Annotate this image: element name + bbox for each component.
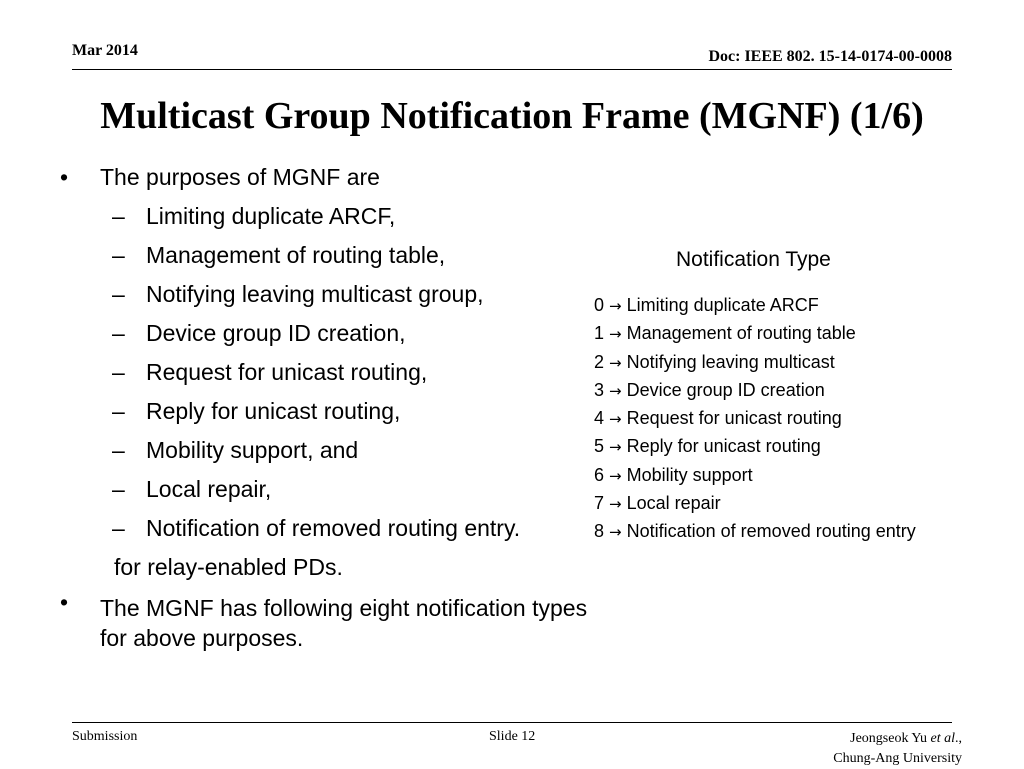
sub-item-text: Reply for unicast routing, (146, 398, 401, 424)
sub-item-text: Local repair, (146, 476, 272, 502)
sub-item (60, 470, 620, 509)
type-label: Reply for unicast routing (626, 436, 821, 457)
dash-icon: – (112, 320, 125, 346)
arrow-right-icon: → (609, 438, 622, 457)
type-label: Device group ID creation (626, 379, 825, 400)
arrow-right-icon: → (609, 353, 622, 372)
sub-item (60, 236, 620, 275)
type-code: 5 (594, 436, 605, 457)
notification-type-row (594, 292, 916, 320)
sub-item (60, 509, 620, 548)
dash-icon: – (112, 515, 125, 541)
sub-item-text: Limiting duplicate ARCF, (146, 203, 396, 229)
type-label: Limiting duplicate ARCF (626, 295, 819, 315)
sub-item (60, 353, 620, 392)
notification-type-row (594, 433, 916, 461)
notification-type-row (594, 462, 916, 490)
footer-submission: Submission (72, 729, 138, 744)
type-code: 8 (594, 521, 605, 542)
type-label: Request for unicast routing (626, 408, 842, 429)
type-label: Management of routing table (626, 323, 856, 344)
bullet-item (60, 587, 620, 653)
dash-icon: – (112, 242, 125, 268)
notification-type-heading: Notification Type (676, 248, 831, 271)
notification-type-row (594, 405, 916, 433)
type-code: 4 (594, 408, 605, 429)
bullet-text: The MGNF has following eight notification types for above purposes. (100, 595, 588, 651)
sub-item-text: Mobility support, and (146, 437, 359, 463)
sub-item (60, 275, 620, 314)
type-code: 2 (594, 351, 605, 372)
sub-item-text: Request for unicast routing, (146, 359, 428, 385)
author-suffix: ., (955, 731, 962, 746)
type-label: Notification of removed routing entry (626, 521, 916, 542)
dash-icon: – (112, 203, 125, 229)
bullet-text: The purposes of MGNF are (100, 164, 380, 190)
author-etal: et al (930, 731, 955, 746)
slide-body (60, 158, 620, 653)
bullet-dot-icon: • (60, 589, 69, 615)
notification-type-list (594, 292, 916, 547)
sub-item-text: Notifying leaving multicast group, (146, 281, 484, 307)
footer-organization: Chung-Ang University (833, 751, 962, 766)
footer-author (833, 729, 962, 769)
dash-icon: – (112, 398, 125, 424)
sub-item (60, 314, 620, 353)
type-code: 0 (594, 295, 605, 315)
notification-type-row (594, 320, 916, 348)
type-label: Mobility support (626, 464, 753, 485)
sub-item (60, 431, 620, 470)
notification-type-row (594, 349, 916, 377)
type-label: Local repair (626, 493, 721, 514)
continuation-text: for relay-enabled PDs. (114, 554, 343, 580)
arrow-right-icon: → (609, 523, 622, 542)
dash-icon: – (112, 359, 125, 385)
notification-type-row (594, 490, 916, 518)
type-code: 7 (594, 493, 605, 514)
bullet-item (60, 158, 620, 197)
arrow-right-icon: → (609, 325, 622, 344)
type-code: 1 (594, 323, 605, 344)
sub-item (60, 392, 620, 431)
arrow-right-icon: → (609, 297, 622, 315)
author-name: Jeongseok Yu (850, 731, 927, 746)
dash-icon: – (112, 476, 125, 502)
footer-slide-number: Slide 12 (489, 729, 536, 744)
type-code: 3 (594, 379, 605, 400)
arrow-right-icon: → (609, 381, 622, 400)
arrow-right-icon: → (609, 410, 622, 429)
sub-item (60, 197, 620, 236)
header-date: Mar 2014 (72, 42, 138, 59)
notification-type-row (594, 377, 916, 405)
sub-item-text: Notification of removed routing entry. (146, 515, 521, 541)
sub-item-text: Device group ID creation, (146, 320, 406, 346)
arrow-right-icon: → (609, 495, 622, 514)
sub-item-text: Management of routing table, (146, 242, 446, 268)
footer-author-line (833, 729, 962, 749)
footer-divider (72, 722, 952, 723)
type-label: Notifying leaving multicast (626, 351, 835, 372)
arrow-right-icon: → (609, 466, 622, 485)
type-code: 6 (594, 464, 605, 485)
header-doc-id: Doc: IEEE 802. 15-14-0174-00-0008 (708, 48, 952, 65)
dash-icon: – (112, 281, 125, 307)
slide-title: Multicast Group Notification Frame (MGNF) (1/6) (100, 95, 924, 137)
dash-icon: – (112, 437, 125, 463)
header-divider (72, 69, 952, 70)
notification-type-row (594, 518, 916, 546)
bullet-dot-icon: • (60, 164, 69, 190)
